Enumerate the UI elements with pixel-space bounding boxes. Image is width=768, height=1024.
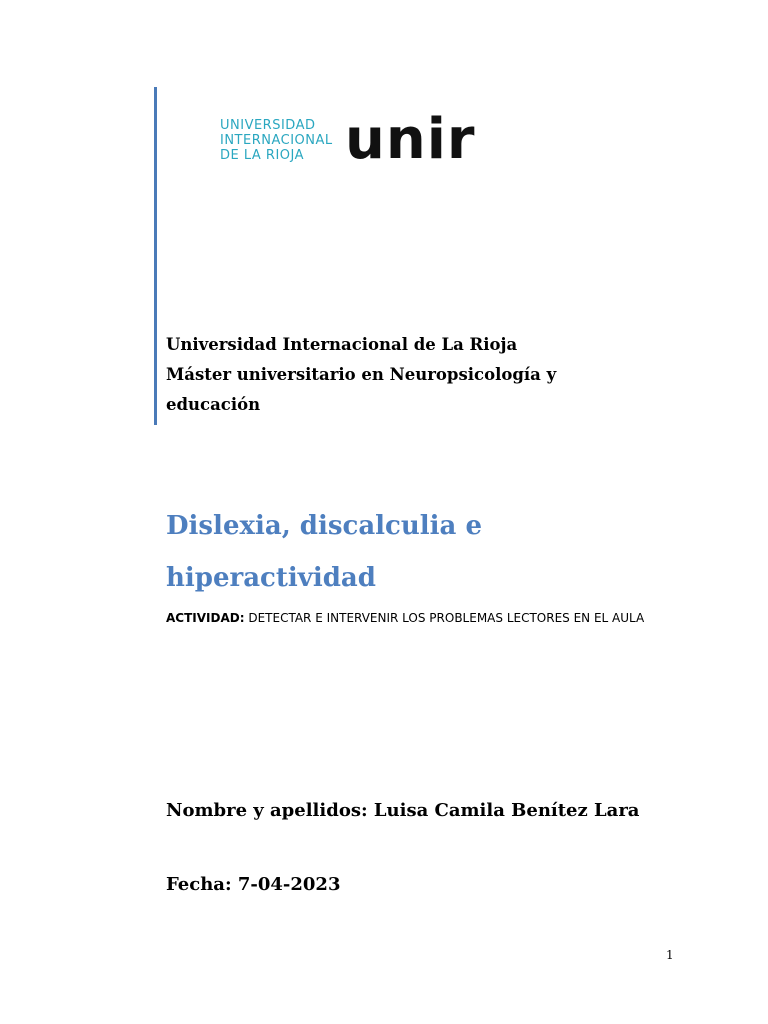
page-number: 1 (666, 948, 674, 962)
master-program: Máster universitario en Neuropsicología y educación (166, 365, 557, 414)
university-name: Universidad Internacional de La Rioja (166, 335, 518, 354)
unir-wordmark (220, 100, 520, 172)
activity-line (166, 606, 646, 630)
logo-line-3: DE LA RIOJA (220, 148, 305, 163)
student-name: Nombre y apellidos: Luisa Camila Benítez Lara (166, 800, 640, 821)
side-accent-rule (154, 87, 157, 425)
activity-label: ACTIVIDAD: (166, 611, 245, 625)
submission-date: Fecha: 7-04-2023 (166, 874, 341, 895)
document-title: Dislexia, discalculia e hiperactividad (166, 511, 482, 593)
logo-line-1: UNIVERSIDAD (220, 118, 316, 133)
logo-brand: unir (345, 107, 476, 172)
activity-text: DETECTAR E INTERVENIR LOS PROBLEMAS LECTORES EN EL AULA (244, 611, 645, 625)
unir-logo (220, 100, 520, 172)
logo-line-2: INTERNACIONAL (220, 133, 333, 148)
institution-block (166, 330, 646, 420)
